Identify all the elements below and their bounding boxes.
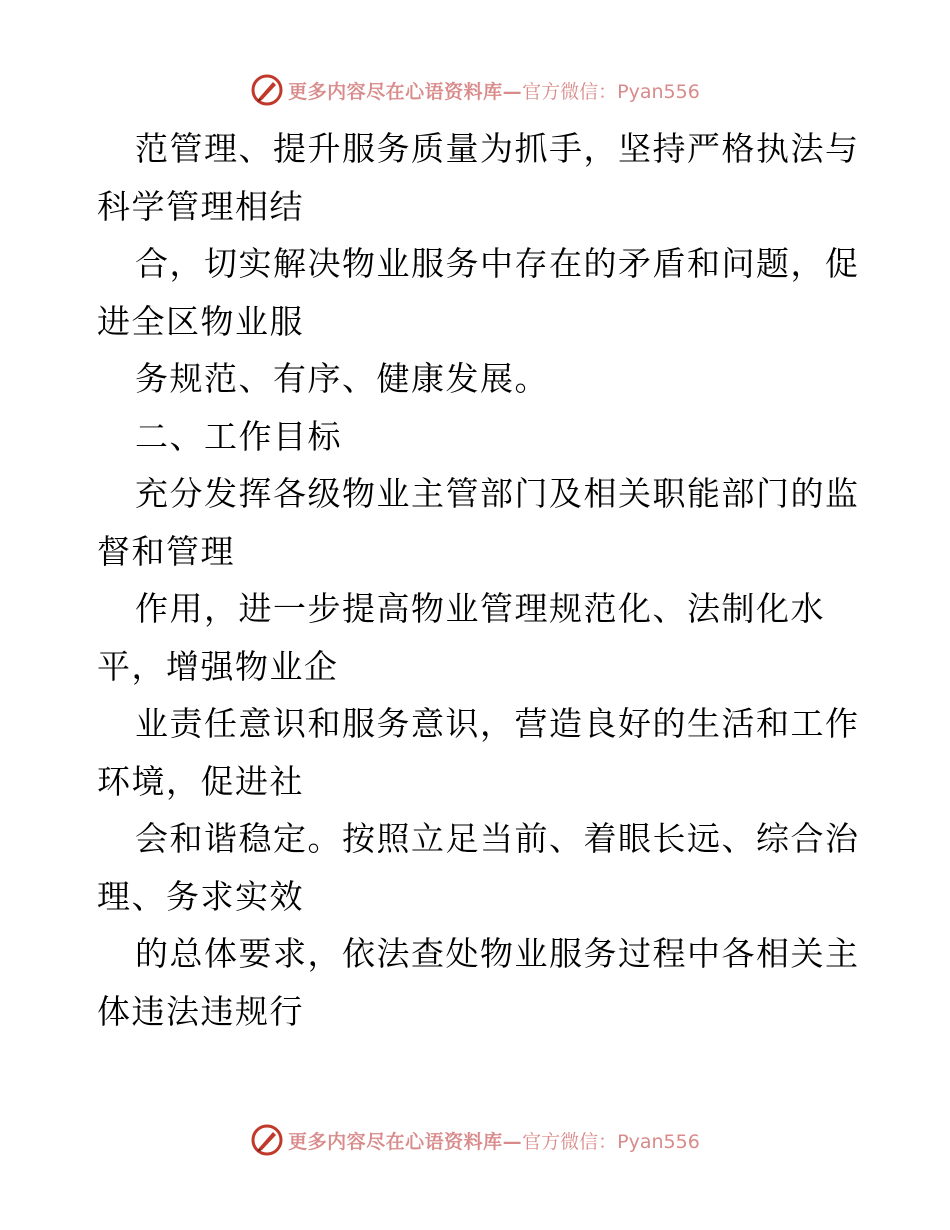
body-line: 会和谐稳定。按照立足当前、着眼长远、综合治: [135, 819, 860, 858]
pen-logo-icon: [250, 1123, 284, 1157]
header-banner-text: 更多内容尽在心语资料库—: [288, 80, 523, 103]
body-line: 务规范、有序、健康发展。: [135, 359, 549, 398]
body-line: 范管理、提升服务质量为抓手，坚持严格执法与: [135, 129, 860, 168]
pen-logo-icon: [250, 73, 284, 107]
body-line: 业责任意识和服务意识，营造良好的生活和工作: [135, 704, 860, 743]
body-line: 合，切实解决物业服务中存在的矛盾和问题，促: [135, 244, 860, 283]
body-line: 的总体要求，依法查处物业服务过程中各相关主: [135, 934, 860, 973]
body-line: 充分发挥各级物业主管部门及相关职能部门的监: [135, 474, 860, 513]
body-line: 环境，促进社: [97, 761, 304, 801]
footer-banner-wechat: 官方微信：Pyan556: [522, 1130, 700, 1153]
body-line: 督和管理: [97, 531, 235, 571]
body-line: 作用，进一步提高物业管理规范化、法制化水: [135, 589, 825, 628]
body-line: 进全区物业服: [97, 301, 304, 341]
footer-banner: [0, 1122, 950, 1158]
header-banner: [0, 72, 950, 108]
document-body: [97, 120, 860, 1040]
body-line: 平，增强物业企: [97, 646, 339, 686]
body-line: 理、务求实效: [97, 876, 304, 916]
header-banner-wechat: 官方微信：Pyan556: [522, 80, 700, 103]
section-heading: 二、工作目标: [135, 416, 342, 456]
body-line: 体违法违规行: [97, 991, 304, 1031]
body-line: 科学管理相结: [97, 186, 304, 226]
footer-banner-text: 更多内容尽在心语资料库—: [288, 1130, 523, 1153]
